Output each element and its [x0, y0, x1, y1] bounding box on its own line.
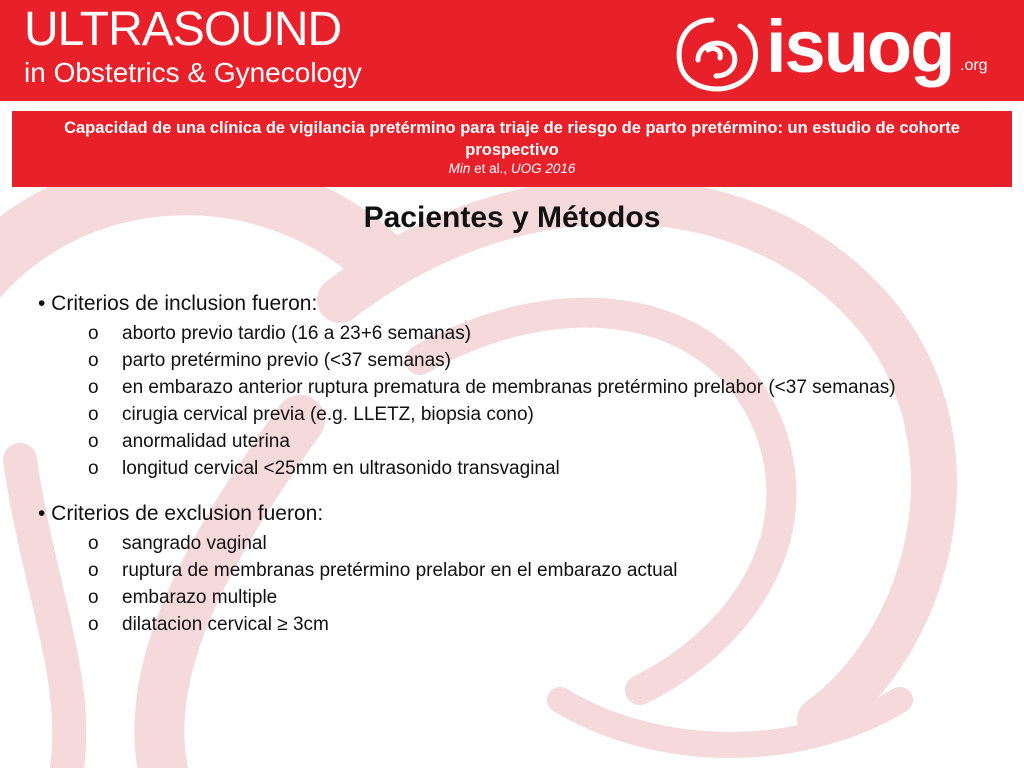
exclusion-heading: • Criterios de exclusion fueron:	[38, 502, 324, 525]
isuog-logo-text: isuog	[766, 5, 954, 88]
list-item-text: dilatacion cervical ≥ 3cm	[122, 614, 329, 635]
bullet-marker: o	[88, 404, 99, 425]
article-title: Capacidad de una clínica de vigilancia pretérmino para triaje de riesgo de parto pretérmino: un estudio de cohorte prospectivo	[64, 119, 960, 159]
list-item-text: en embarazo anterior ruptura prematura de membranas pretérmino prelabor (<37 semanas)	[122, 377, 896, 398]
list-item	[38, 374, 978, 401]
list-item-text: anormalidad uterina	[122, 431, 290, 452]
citation-author: Min	[448, 161, 471, 176]
article-citation	[12, 161, 1012, 177]
slide-title: Pacientes y Métodos	[363, 201, 661, 234]
journal-title-ultrasound: ULTRASOUND	[24, 3, 342, 56]
bullet-marker: o	[88, 458, 99, 479]
bullet-marker: o	[88, 350, 99, 371]
journal-header-banner	[0, 0, 1024, 101]
list-item-text: ruptura de membranas pretérmino prelabor en el embarazo actual	[122, 560, 678, 581]
inclusion-heading: • Criterios de inclusion fueron:	[38, 292, 318, 315]
bullet-marker: o	[88, 614, 99, 635]
inclusion-list	[38, 320, 978, 482]
citation-journal: UOG 2016	[510, 161, 576, 176]
bullet-marker: o	[88, 323, 99, 344]
slide-content	[38, 290, 978, 638]
list-item-text: embarazo multiple	[122, 587, 278, 608]
exclusion-list	[38, 530, 978, 638]
list-item	[38, 320, 978, 347]
list-item-text: aborto previo tardio (16 a 23+6 semanas)	[122, 323, 472, 344]
isuog-logo-suffix: .org	[960, 57, 988, 74]
list-item	[38, 584, 978, 611]
list-item	[38, 428, 978, 455]
list-item	[38, 611, 978, 638]
list-item-text: cirugia cervical previa (e.g. LLETZ, biopsia cono)	[122, 404, 534, 425]
bullet-marker: o	[88, 533, 99, 554]
list-item-text: parto pretérmino previo (<37 semanas)	[122, 350, 451, 371]
list-item	[38, 455, 978, 482]
list-item	[38, 347, 978, 374]
citation-middle: et al.,	[470, 161, 511, 176]
bullet-marker: o	[88, 377, 99, 398]
bullet-marker: o	[88, 587, 99, 608]
list-item-text: longitud cervical <25mm en ultrasonido transvaginal	[122, 458, 560, 479]
article-title-box	[12, 111, 1012, 187]
list-item	[38, 401, 978, 428]
list-item	[38, 557, 978, 584]
bullet-marker: o	[88, 560, 99, 581]
journal-subtitle: in Obstetrics & Gynecology	[24, 57, 362, 88]
bullet-marker: o	[88, 431, 99, 452]
list-item-text: sangrado vaginal	[122, 533, 267, 554]
list-item	[38, 530, 978, 557]
